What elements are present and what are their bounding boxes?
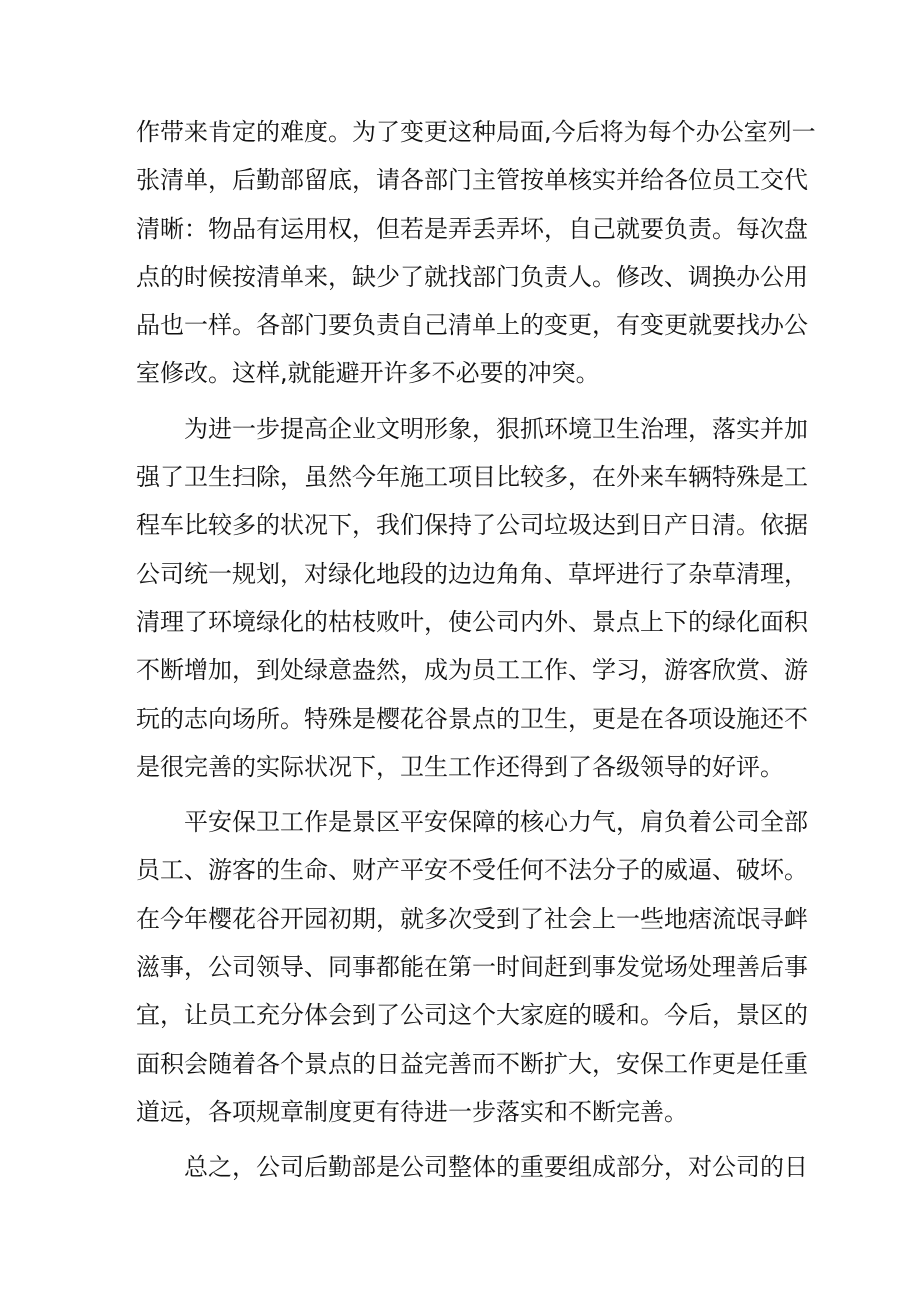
paragraph-line: 点的时候按清单来，缺少了就找部门负责人。修改、调换办公用 bbox=[136, 262, 808, 291]
paragraph-line: 张清单，后勤部留底，请各部门主管按单核实并给各位员工交代 bbox=[136, 166, 808, 195]
paragraph-line: 员工、游客的生命、财产平安不受任何不法分子的威逼、破坏。 bbox=[136, 856, 808, 885]
paragraph-line: 强了卫生扫除，虽然今年施工项目比较多，在外来车辆特殊是工 bbox=[136, 463, 808, 492]
paragraph-line: 公司统一规划，对绿化地段的边边角角、草坪进行了杂草清理， bbox=[136, 559, 808, 588]
paragraph-line: 总之，公司后勤部是公司整体的重要组成部分，对公司的日 bbox=[184, 1153, 808, 1182]
paragraph-line: 平安保卫工作是景区平安保障的核心力气，肩负着公司全部 bbox=[184, 808, 808, 837]
paragraph-environment-hygiene bbox=[136, 405, 808, 791]
paragraph-line: 玩的志向场所。特殊是樱花谷景点的卫生，更是在各项设施还不 bbox=[136, 704, 808, 733]
paragraph-line: 在今年樱花谷开园初期，就多次受到了社会上一些地痞流氓寻衅 bbox=[136, 904, 808, 933]
paragraph-line: 室修改。这样,就能避开许多不必要的冲突。 bbox=[136, 359, 600, 388]
paragraph-line: 是很完善的实际状况下，卫生工作还得到了各级领导的好评。 bbox=[136, 752, 784, 781]
paragraph-line: 品也一样。各部门要负责自己清单上的变更，有变更就要找办公 bbox=[136, 311, 808, 340]
paragraph-spacer bbox=[136, 1136, 796, 1143]
paragraph-line: 作带来肯定的难度。为了变更这种局面,今后将为每个办公室列一 bbox=[136, 118, 816, 146]
paragraph-security bbox=[136, 798, 808, 1136]
paragraph-line: 面积会随着各个景点的日益完善而不断扩大，安保工作更是任重 bbox=[136, 1049, 808, 1078]
paragraph-summary bbox=[136, 1143, 808, 1191]
paragraph-line: 宜，让员工充分体会到了公司这个大家庭的暖和。今后，景区的 bbox=[136, 1001, 808, 1030]
paragraph-spacer bbox=[136, 791, 796, 798]
paragraph-line: 道远，各项规章制度更有待进一步落实和不断完善。 bbox=[136, 1097, 688, 1126]
paragraph-line: 程车比较多的状况下，我们保持了公司垃圾达到日产日清。依据 bbox=[136, 511, 808, 540]
document-body bbox=[136, 108, 816, 1192]
paragraph-office-supplies bbox=[136, 108, 816, 398]
paragraph-spacer bbox=[136, 398, 796, 405]
paragraph-line: 不断增加，到处绿意盎然，成为员工工作、学习，游客欣赏、游 bbox=[136, 656, 808, 685]
paragraph-line: 清晰：物品有运用权，但若是弄丢弄坏，自己就要负责。每次盘 bbox=[136, 214, 808, 243]
paragraph-line: 为进一步提高企业文明形象，狠抓环境卫生治理，落实并加 bbox=[184, 414, 808, 443]
paragraph-line: 清理了环境绿化的枯枝败叶，使公司内外、景点上下的绿化面积 bbox=[136, 607, 808, 636]
paragraph-line: 滋事，公司领导、同事都能在第一时间赶到事发觉场处理善后事 bbox=[136, 953, 808, 982]
